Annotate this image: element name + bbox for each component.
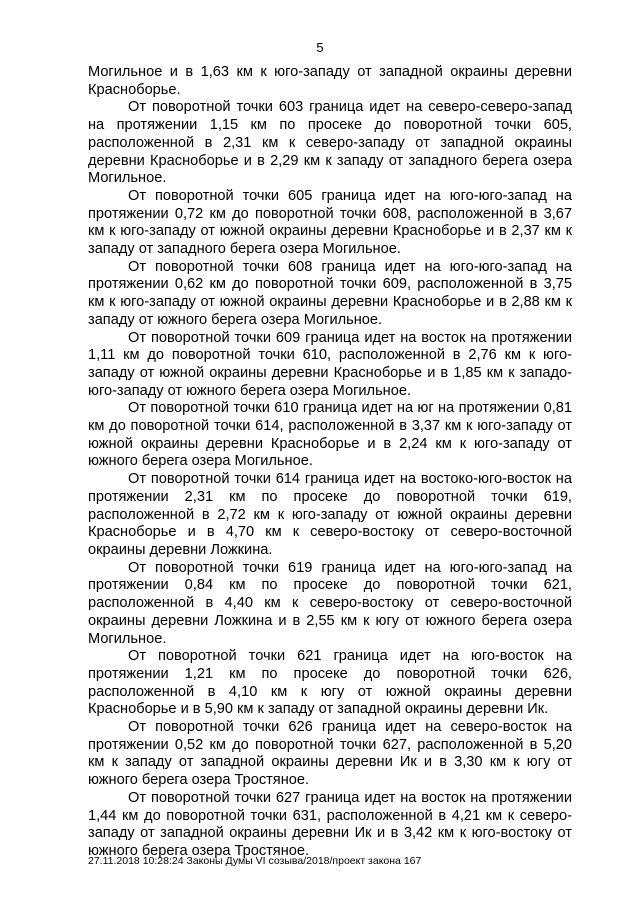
paragraph: От поворотной точки 626 граница идет на северо-восток на протяжении 0,52 км до поворотной точки 627, расположенной в 5,20 км к западу от западной окраины деревни Ик и в 3,30 км к югу от южного берега озера Тростяное. (88, 719, 572, 789)
paragraph: От поворотной точки 614 граница идет на востоко-юго-восток на протяжении 2,31 км по просеке до поворотной точки 619, расположенной в 2,72 км к юго-западу от южной окраины деревни Красноборье и в 4,70 км к северо-востоку от северо-восточной окраины деревни Ложкина. (88, 471, 572, 558)
document-footer: 27.11.2018 10:28:24 Законы Думы VI созыва/2018/проект закона 167 (88, 855, 422, 867)
paragraph: От поворотной точки 627 граница идет на восток на протяжении 1,44 км до поворотной точки 631, расположенной в 4,21 км к северо-западу от западной окраины деревни Ик и в 3,42 км к юго-востоку от южного берега озера Тростяное. (88, 789, 572, 859)
paragraph: От поворотной точки 603 граница идет на северо-северо-запад на протяжении 1,15 км по просеке до поворотной точки 605, расположенной в 2,31 км к северо-западу от западной окраины деревни Красноборье и в 2,29 км к западу от западного берега озера Могильное. (88, 99, 572, 187)
paragraph: От поворотной точки 621 граница идет на юго-восток на протяжении 1,21 км по просеке до поворотной точки 626, расположенной в 4,10 км к югу от южной окраины деревни Красноборье и в 5,90 км к западу от западной окраины деревни Ик. (88, 648, 572, 718)
paragraph: От поворотной точки 605 граница идет на юго-юго-запад на протяжении 0,72 км до поворотной точки 608, расположенной в 3,67 км к юго-западу от южной окраины деревни Красноборье и в 2,37 км к западу от западного берега озера Могильное. (88, 187, 572, 258)
paragraph: От поворотной точки 608 граница идет на юго-юго-запад на протяжении 0,62 км до поворотной точки 609, расположенной в 3,75 км к юго-западу от южной окраины деревни Красноборье и в 2,88 км к западу от южного берега озера Могильное. (88, 258, 572, 328)
paragraph: Могильное и в 1,63 км к юго-западу от западной окраины деревни Красноборье. (88, 64, 572, 98)
page-number: 5 (316, 40, 324, 55)
paragraph: От поворотной точки 619 граница идет на юго-юго-запад на протяжении 0,84 км по просеке до поворотной точки 621, расположенной в 4,40 км к северо-востоку от северо-восточной окраины деревни Ложкина и в 2,55 км к югу от южного берега озера Могильное. (88, 559, 572, 647)
paragraph: От поворотной точки 610 граница идет на юг на протяжении 0,81 км до поворотной точки 614, расположенной в 3,37 км к юго-западу от южной окраины деревни Красноборье и в 2,24 км к юго-западу от южного берега озера Могильное. (88, 400, 572, 470)
paragraph: От поворотной точки 609 граница идет на восток на протяжении 1,11 км до поворотной точки 610, расположенной в 2,76 км к юго-западу от южной окраины деревни Красноборье и в 1,85 км к западо-юго-западу от южного берега озера Могильное. (88, 329, 572, 399)
document-body (88, 64, 572, 861)
